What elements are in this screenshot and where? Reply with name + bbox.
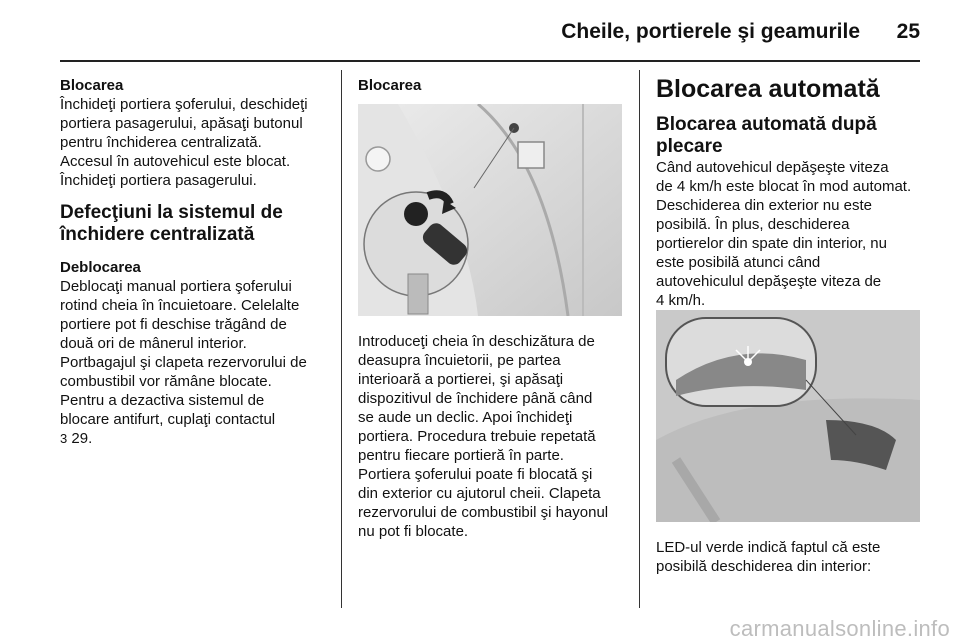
- watermark: carmanualsonline.info: [729, 616, 950, 641]
- subheading-blocarea-2: Blocarea: [358, 77, 422, 94]
- heading-defectiuni: Defecţiuni la sistemul de închidere centralizată: [60, 202, 283, 245]
- column-2: [358, 76, 626, 95]
- reference-arrow-icon: 3: [60, 431, 68, 446]
- page-number: 25: [896, 20, 920, 43]
- reference-page: 29.: [71, 430, 93, 447]
- column-divider-1: [341, 70, 342, 608]
- door-handle-led-illustration: [656, 310, 920, 522]
- subheading-deblocarea: Deblocarea: [60, 259, 141, 276]
- paragraph-deblocarea: Deblocaţi manual portiera şoferului rotind cheia în încuietoare. Celelalte portiere pot fi deschise trăgând de două ori de mânerul interior. Portbagajul şi clapeta rezervorului de combustibil vor rămâne blocate. Pentru a dezactiva sistemul de blocare antifurt, cuplaţi contactul: [60, 278, 307, 428]
- page-reference[interactable]: [60, 429, 330, 448]
- column-1: [60, 76, 330, 448]
- led-caption: LED-ul verde indică faptul că este posibilă deschiderea din interior:: [656, 539, 881, 575]
- column-divider-2: [639, 70, 640, 608]
- key-lock-illustration: [358, 104, 622, 316]
- column-3: [656, 76, 922, 310]
- subsection-title: Blocarea automată după plecare: [656, 114, 877, 157]
- paragraph-automatic-lock: Când autovehicul depăşeşte viteza de 4 km/h este blocat în mod automat. Deschiderea din exterior nu este posibilă. În plus, deschiderea portierelor din spate din interior, nu este posibilă atunci când autovehiculul depăşeşte viteza de 4 km/h.: [656, 159, 912, 309]
- subheading-blocarea: Blocarea: [60, 77, 124, 94]
- paragraph-blocarea: Închideţi portiera şoferului, deschideţi portiera pasagerului, apăsaţi butonul pentru închiderea centralizată. Accesul în autovehicul este blocat. Închideţi portiera pasagerului.: [60, 96, 308, 189]
- section-title: Blocarea automată: [656, 75, 880, 103]
- running-header-title: Cheile, portierele şi geamurile: [561, 20, 860, 43]
- key-lock-caption: Introduceţi cheia în deschizătura de deasupra încuietorii, pe partea interioară a portierei, şi apăsaţi dispozitivul de închidere până când se aude un declic. Apoi închideţi portiera. Procedura trebuie repetată pentru fiecare portieră în parte. Portiera şoferului poate fi blocată şi din exterior cu ajutorul cheii. Clapeta rezervorului de combustibil şi hayonul nu pot fi blocate.: [358, 333, 609, 540]
- header-rule: [60, 60, 920, 62]
